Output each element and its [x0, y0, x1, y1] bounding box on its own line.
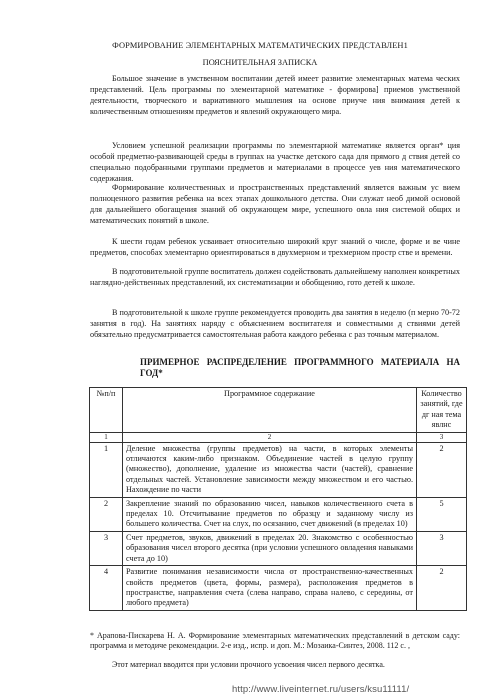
- paragraph: Формирование количественных и пространственных представлений является важным ус вием полноценного развития ребенка на всех этапах дошкольного детства. Они служат необ димой основой для дальнейшего обогащения знаний об окружающем мире, успешного овла ния системой общих и математических понятий в школе.: [90, 183, 460, 225]
- table-row: [90, 566, 467, 611]
- paragraph: Большое значение в умственном воспитании детей имеет развитие элементарных матема ческих представлений. Цель программы по элементарной математике - формирова] приемов умственной деятельности, творческого и вариативного мышления на основе приуче ния внимания детей к количественным отношениям предметов и явлений окружающего мира.: [90, 74, 460, 116]
- paragraph: Условием успешной реализации программы по элементарной математике является орган* ция особой предметно-развивающей среды в группах на участке детского сада для прямого д ствия детей со специально подобранными группами предметов и материалами в процессе уев ния математического содержания.: [90, 141, 460, 183]
- footnote: * Арапова-Пискарева Н. А. Формирование элементарных математических представлений в детском саду: программа и методиче рекомендации. 2-е изд., испр. и доп. М.: Мозаика-Синтез, 2008. 112 с. ,: [90, 631, 460, 650]
- program-table: [89, 387, 467, 611]
- table-row: [90, 497, 467, 531]
- row-number: 3: [90, 531, 123, 565]
- table-header-row: [90, 388, 467, 433]
- row-content: Счет предметов, звуков, движений в пределах 20. Знакомство с особенностью образования чисел второго десятка (при условии успешного овладения навыками счета до 10): [123, 531, 417, 565]
- table-row: [90, 442, 467, 497]
- row-count: 5: [417, 497, 467, 531]
- row-count: 2: [417, 442, 467, 497]
- header-number: №п/п: [90, 388, 123, 433]
- paragraph: В подготовительной к школе группе рекомендуется проводить два занятия в неделю (п мерно 70-72 занятия в год). На занятиях наряду с объяснением воспитателя и совместными д ствиями детей обязательно предусматривается самостоятельная работа каждого ребенка с раз точным материалом.: [90, 308, 460, 339]
- footnote-note: Этот материал вводится при условии прочного усвоения чисел первого десятка.: [112, 660, 385, 669]
- index-cell: 3: [417, 432, 467, 442]
- header-count: Количество занятий, где дг ная тема явлнс: [417, 388, 467, 433]
- row-content: Развитие понимания независимости числа от пространственно-качественных свойств предметов (цвета, формы, размера), расположения предметов в пространстве, направления счета (слева направо, справа налево, с середины, от любого предмета): [123, 566, 417, 611]
- row-count: 2: [417, 566, 467, 611]
- document-title: ФОРМИРОВАНИЕ ЭЛЕМЕНТАРНЫХ МАТЕМАТИЧЕСКИХ ПРЕДСТАВЛЕН1: [112, 41, 408, 50]
- row-number: 4: [90, 566, 123, 611]
- watermark-url: http://www.liveinternet.ru/users/ksu11111/: [232, 684, 410, 695]
- header-content: Программное содержание: [123, 388, 417, 433]
- row-count: 3: [417, 531, 467, 565]
- table-index-row: [90, 432, 467, 442]
- table-row: [90, 531, 467, 565]
- paragraph: К шести годам ребенок усваивает относительно широкий круг знаний о числе, форме и ве чине предметов, способах элементарно ориентироваться в двухмерном и трехмерном простр стве и времени.: [90, 237, 460, 257]
- row-number: 1: [90, 442, 123, 497]
- paragraph: В подготовительной группе воспитатель должен содействовать дальнейшему наполнен конкретных наглядно-действенных представлений, их систематизации и обобщению, гото детей к школе.: [90, 267, 460, 287]
- document-subtitle: ПОЯСНИТЕЛЬНАЯ ЗАПИСКА: [202, 58, 318, 67]
- row-content: Закрепление знаний по образованию чисел, навыков количественного счета в пределах 10. Отсчитывание предметов по образцу и заданному числу из большего количества. Счет на слух, по осязанию, счет движений (в пределах 10): [123, 497, 417, 531]
- row-number: 2: [90, 497, 123, 531]
- section-heading: ПРИМЕРНОЕ РАСПРЕДЕЛЕНИЕ ПРОГРАММНОГО МАТЕРИАЛА НА ГОД*: [140, 357, 460, 378]
- index-cell: 2: [123, 432, 417, 442]
- row-content: Деление множества (группы предметов) на части, в которых элементы отличаются каким-либо признаком. Объединение частей в целую группу (множество), дополнение, удаление из множества части (частей), сравнение отдельных частей. Установление зависимости между множеством и его частью. Нахождение по части: [123, 442, 417, 497]
- index-cell: 1: [90, 432, 123, 442]
